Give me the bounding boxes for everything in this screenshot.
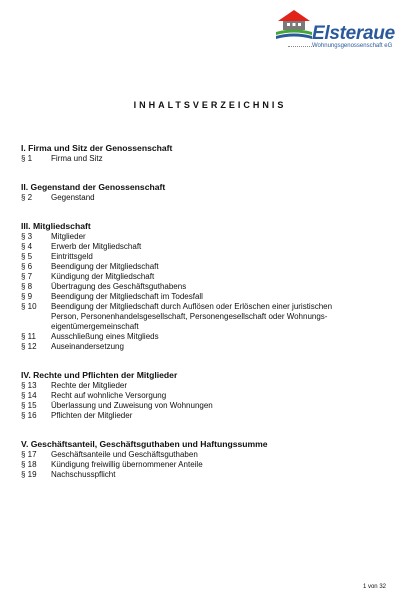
toc-section [21, 439, 401, 480]
paragraph-number: § 9 [21, 292, 33, 301]
paragraph-number: § 2 [21, 193, 33, 202]
paragraph-number: § 3 [21, 232, 33, 241]
toc-section [21, 143, 401, 164]
paragraph-number: § 18 [21, 460, 37, 469]
entry-title: Mitglieder [51, 232, 86, 241]
toc-entry [21, 154, 401, 164]
toc-entry [21, 232, 401, 242]
company-logo [268, 8, 414, 52]
section-heading: IV. Rechte und Pflichten der Mitglieder [21, 370, 178, 380]
toc-entry [21, 391, 401, 401]
paragraph-number: § 13 [21, 381, 37, 390]
entry-title: Rechte der Mitglieder [51, 381, 128, 390]
paragraph-number: § 6 [21, 262, 33, 271]
toc-entry [21, 292, 401, 302]
paragraph-number: § 10 [21, 302, 37, 311]
logo-subtitle: Wohnungsgenossenschaft eG [312, 43, 393, 49]
paragraph-number: § 8 [21, 282, 33, 291]
paragraph-number: § 12 [21, 342, 37, 351]
toc-section [21, 221, 401, 352]
paragraph-number: § 19 [21, 470, 37, 479]
toc-entry [21, 470, 401, 480]
entry-title: Pflichten der Mitglieder [51, 411, 133, 420]
toc-entry [21, 332, 401, 342]
entry-title: Übertragung des Geschäftsguthabens [51, 282, 187, 291]
section-heading: V. Geschäftsanteil, Geschäftsguthaben und Haftungssumme [21, 439, 268, 449]
entry-title: Geschäftsanteile und Geschäftsguthaben [51, 450, 198, 459]
paragraph-number: § 16 [21, 411, 37, 420]
logo-wordmark: Elsteraue [312, 23, 395, 44]
entry-title: Überlassung und Zuweisung von Wohnungen [51, 401, 213, 410]
entry-title-line: eigentümergemeinschaft [51, 322, 139, 331]
entry-title: Recht auf wohnliche Versorgung [51, 391, 167, 400]
paragraph-number: § 4 [21, 242, 33, 251]
entry-title: Erwerb der Mitgliedschaft [51, 242, 142, 251]
paragraph-number: § 15 [21, 401, 37, 410]
logo-dotted-rule [288, 46, 312, 47]
entry-title: Auseinandersetzung [51, 342, 124, 351]
toc-section [21, 370, 401, 421]
toc-entry [21, 411, 401, 421]
toc-entry [21, 342, 401, 352]
section-heading: II. Gegenstand der Genossenschaft [21, 182, 166, 192]
table-of-contents [21, 143, 401, 498]
house-logo-icon [274, 8, 314, 42]
entry-title: Firma und Sitz [51, 154, 103, 163]
toc-entry [21, 401, 401, 411]
entry-title: Beendigung der Mitgliedschaft im Todesfall [51, 292, 203, 301]
toc-section [21, 182, 401, 203]
entry-title-line: Beendigung der Mitgliedschaft durch Auflösen oder Erlöschen einer juristischen [51, 302, 333, 311]
entry-title: Kündigung der Mitgliedschaft [51, 272, 155, 281]
toc-entry [21, 381, 401, 391]
entry-title: Kündigung freiwillig übernommener Anteile [51, 460, 203, 469]
entry-title: Eintrittsgeld [51, 252, 93, 261]
paragraph-number: § 5 [21, 252, 33, 261]
section-heading: III. Mitgliedschaft [21, 221, 91, 231]
entry-title [51, 302, 401, 332]
entry-title: Beendigung der Mitgliedschaft [51, 262, 159, 271]
toc-entry [21, 272, 401, 282]
toc-entry [21, 262, 401, 272]
entry-title: Nachschusspflicht [51, 470, 116, 479]
paragraph-number: § 1 [21, 154, 33, 163]
entry-title: Gegenstand [51, 193, 95, 202]
document-title: INHALTSVERZEICHNIS [133, 100, 287, 110]
toc-entry [21, 242, 401, 252]
toc-entry [21, 282, 401, 292]
toc-entry [21, 450, 401, 460]
section-heading: I. Firma und Sitz der Genossenschaft [21, 143, 173, 153]
entry-title: Ausschließung eines Mitglieds [51, 332, 159, 341]
paragraph-number: § 14 [21, 391, 37, 400]
toc-entry [21, 460, 401, 470]
toc-entry [21, 302, 401, 332]
toc-entry [21, 193, 401, 203]
paragraph-number: § 7 [21, 272, 33, 281]
entry-title-line: Person, Personenhandelsgesellschaft, Personengesellschaft oder Wohnungs- [51, 312, 328, 321]
page-number: 1 von 32 [362, 584, 386, 590]
paragraph-number: § 17 [21, 450, 37, 459]
toc-entry [21, 252, 401, 262]
paragraph-number: § 11 [21, 332, 36, 341]
